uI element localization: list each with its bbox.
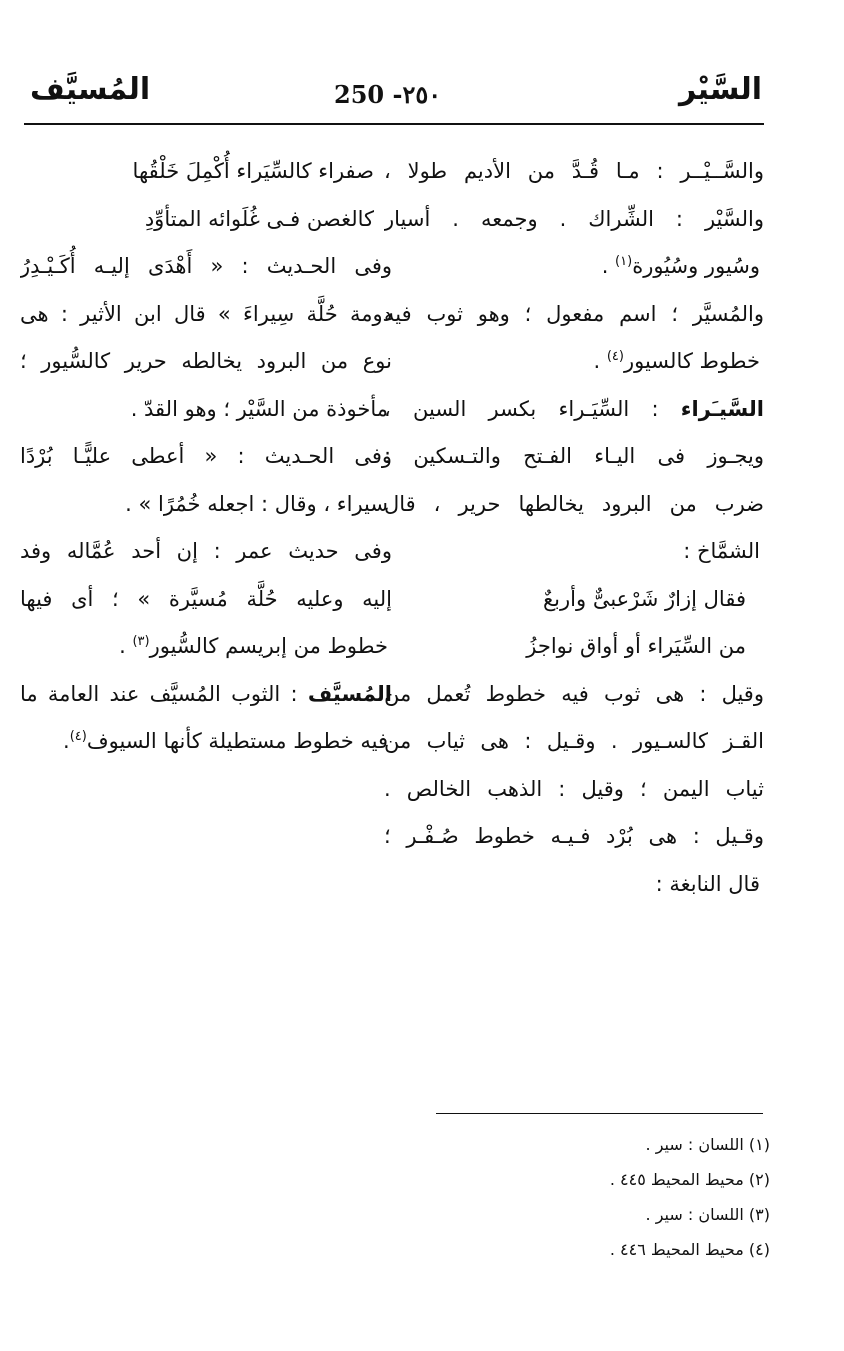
line-text: وقـيل : هى بُرْد فـيـه خطوط صُـفْـر ؛: [384, 824, 764, 848]
text-line: [384, 576, 764, 624]
text-line: [384, 813, 764, 861]
footnote: (٣) اللسان : سير .: [645, 1205, 770, 1224]
text-line: [384, 433, 764, 481]
line-text: وفى حديث عمر : إن أحد عُمَّاله وفد: [20, 539, 392, 563]
text-line: [20, 481, 392, 529]
line-text: وسُيور وسُيُورة: [632, 254, 760, 278]
line-text: القـز كالسـيور . وقـيل : هى ثياب من: [384, 729, 764, 753]
line-text: : الثوب المُسيَّف عند العامة ما: [20, 681, 308, 706]
text-line: [384, 243, 764, 291]
text-line: [20, 718, 392, 766]
text-line: [20, 576, 392, 624]
text-line: [20, 528, 392, 576]
running-title-left: المُسيَّف: [30, 72, 151, 107]
footnote: (٢) محيط المحيط ٤٤٥ .: [609, 1170, 770, 1189]
line-text: من السِّيَراء أو أواق نواجزُ: [526, 634, 746, 658]
text-line: [384, 338, 764, 386]
line-text: ويجـوز فى اليـاء الفـتح والتـسكين :: [384, 444, 764, 468]
footnote-rule: [436, 1113, 763, 1114]
line-text: خطوط كالسيور: [623, 349, 760, 373]
entry-headword: المُسيَّف: [307, 681, 392, 706]
line-text: قال النابغة :: [655, 871, 760, 896]
line-text: نوع من البرود يخالطه حرير كالسُّيور ؛: [20, 349, 392, 373]
text-line: [20, 386, 392, 434]
line-text: وفى الحـديث : « أَهْدَى إليـه أُكَـيْـدِرُ: [20, 254, 392, 278]
footnote-ref: (١): [615, 254, 633, 269]
line-text: سيراء ، وقال : اجعله خُمُرًا » .: [125, 491, 388, 516]
line-text: فيه خطوط مستطيلة كأنها السيوف: [86, 729, 388, 753]
line-text: إليه وعليه حُلَّة مُسيَّرة » ؛ أى فيها: [20, 586, 392, 611]
right-column: [384, 148, 764, 908]
footnote-ref: (٣): [132, 634, 150, 649]
text-line: [384, 766, 764, 814]
page-number-arabic: -٢٥٠: [392, 80, 442, 109]
line-text: مأخوذة من السَّيْر ؛ وهو القدّ .: [130, 396, 388, 421]
text-line: [20, 623, 392, 671]
line-text: ضرب من البرود يخالطها حرير ، قال: [384, 491, 764, 516]
left-column: [20, 148, 392, 766]
line-text: والسَّيْر : الشِّراك . وجمعه . أسيار: [384, 206, 764, 231]
running-title-right: السَّيْر: [679, 72, 762, 107]
text-line: [384, 718, 764, 766]
line-text: وقيل : هى ثوب فيه خطوط تُعمل من: [384, 681, 764, 706]
text-line: [384, 481, 764, 529]
line-tail: .: [119, 634, 133, 658]
text-line: [20, 243, 392, 291]
line-tail: .: [63, 729, 70, 753]
line-text: صفراء كالسِّيَراء أُكْمِلَ خَلْقُها: [132, 159, 374, 183]
footnote: (١) اللسان : سير .: [645, 1135, 770, 1154]
text-line: [384, 291, 764, 339]
footnote-ref: (٤): [69, 729, 87, 744]
line-text: كالغصن فـى غُلَوائه المتأوِّدِ: [144, 206, 374, 231]
line-text: ثياب اليمن ؛ وقيل : الذهب الخالص .: [384, 776, 764, 801]
line-text: وفى الحـديث : « أعطى عليًّـا بُرْدًا: [20, 444, 392, 468]
text-line: [20, 196, 392, 244]
line-text: الشمَّاخ :: [683, 539, 760, 563]
footnote-ref: (٤): [606, 349, 624, 364]
line-text: فقال إزارٌ شَرْعبىٌّ وأربعٌ: [543, 586, 746, 611]
text-line: [384, 196, 764, 244]
page-number: [334, 80, 441, 109]
text-line: [20, 433, 392, 481]
line-text: دومة حُلَّة سِيراءَ » قال ابن الأثير : هى: [20, 301, 392, 326]
text-line: [20, 148, 392, 196]
line-text: والمُسيَّر ؛ اسم مفعول ؛ وهو ثوب فيه: [384, 301, 764, 326]
text-line: [384, 671, 764, 719]
entry-headword: السَّيـَراء: [680, 396, 764, 421]
line-tail: .: [601, 254, 616, 278]
footnote: (٤) محيط المحيط ٤٤٦ .: [609, 1240, 770, 1259]
text-line: [384, 386, 764, 434]
line-text: والسَّــيْــر : مـا قُـدَّ من الأديم طولا ،: [384, 159, 764, 183]
line-text: : السِّيَـراء بكسر السين ،: [384, 396, 681, 421]
text-line: [384, 528, 764, 576]
text-line: [20, 671, 392, 719]
text-line: [384, 148, 764, 196]
text-line: [384, 861, 764, 909]
header-rule: [24, 123, 764, 125]
page-number-latin: 250: [334, 80, 385, 109]
text-line: [20, 291, 392, 339]
line-tail: .: [593, 349, 607, 373]
page-header: [24, 62, 764, 118]
footnotes: [370, 1127, 770, 1267]
line-text: خطوط من إبريسم كالسُّيور: [149, 634, 388, 658]
text-line: [20, 338, 392, 386]
text-line: [384, 623, 764, 671]
